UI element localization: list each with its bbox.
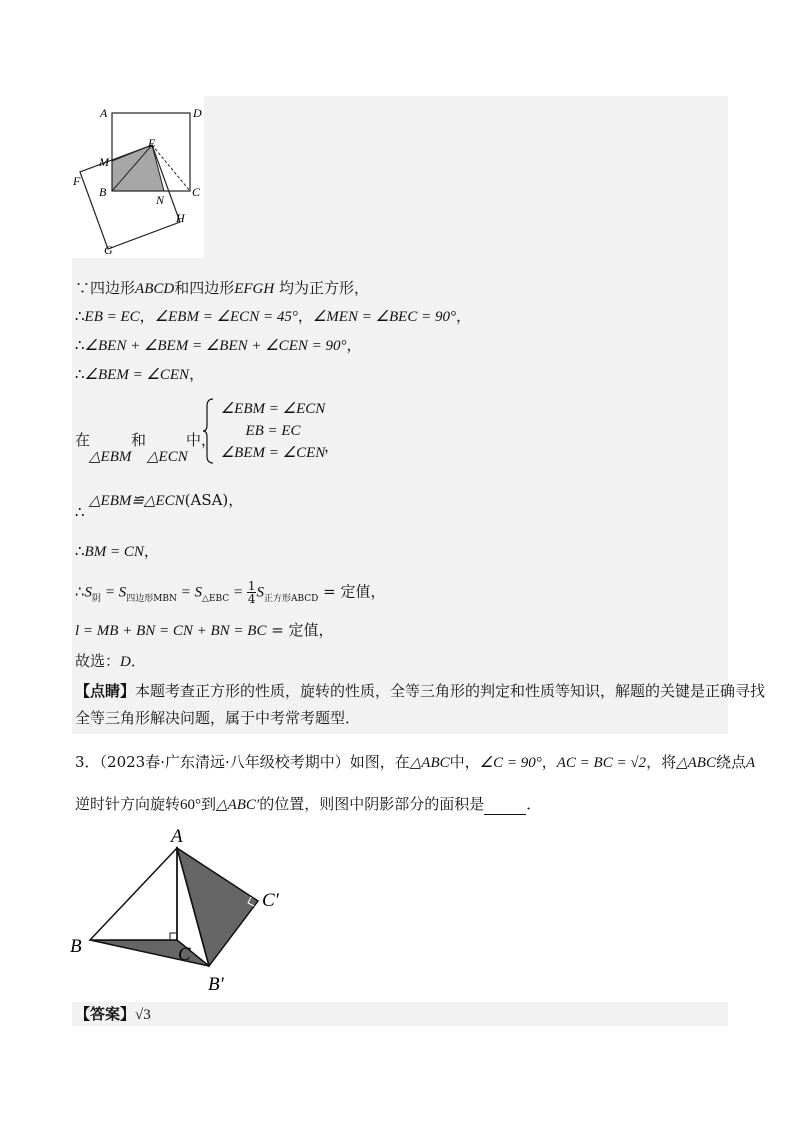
answer-blank: [484, 800, 526, 815]
solution-line-5-zhong: 中，: [186, 431, 217, 449]
solution-line-5-end: ，: [324, 437, 340, 455]
solution-line-3: ∴∠BEN + ∠BEM = ∠BEN + ∠CEN = 90°，: [75, 336, 362, 354]
fig2-label-b: B: [70, 936, 82, 957]
fig1-label-b: B: [99, 185, 107, 199]
answer-shade: [72, 1002, 728, 1026]
solution-line-5-he: 和: [131, 431, 147, 449]
equation-system: [214, 398, 332, 464]
solution-line-2: ∴EB = EC，∠EBM = ∠ECN = 45°，∠MEN = ∠BEC = 90°，: [75, 307, 471, 325]
system-row-2: EB = EC: [245, 423, 301, 439]
fig2-label-b-prime: B′: [208, 974, 224, 995]
fig1-label-e: E: [148, 136, 156, 150]
question-3-line-1: 3．（2023春·广东清远·八年级校考期中）如图，在△ABC中，∠C = 90°，AC = BC = √2，将△ABC绕点A: [75, 753, 756, 771]
fig1-label-m: M: [99, 155, 109, 169]
solution-line-6: △EBM≌△ECN(ASA)，: [89, 491, 244, 509]
solution-line-1: ∵四边形ABCD和四边形EFGH 均为正方形，: [75, 279, 370, 297]
comment-line-1: 【点睛】本题考查正方形的性质，旋转的性质，全等三角形的判定和性质等知识，解题的关键是正确寻找: [75, 682, 766, 700]
fig1-label-g: G: [104, 243, 113, 257]
fig1-label-a: A: [100, 106, 108, 120]
fig2-label-a: A: [171, 826, 183, 847]
solution-line-8: $\therefore S_阴 = S_{四边形MBN} = S_{\triangle EBC}$ = $\frac{1}{4}$ $S_{正方形ABCD}$ = 定值，: [75, 579, 386, 606]
figure-rotated-triangle: [66, 820, 306, 1000]
fig1-label-c: C: [192, 185, 201, 199]
shaded-region-left: [90, 940, 209, 966]
answer-line: 【答案】√3: [75, 1005, 151, 1023]
solution-line-7: ∴BM = CN，: [75, 542, 159, 560]
solution-line-10: 故选：D．: [75, 652, 146, 670]
fig2-label-c-prime: C′: [262, 890, 279, 911]
fig1-label-n: N: [156, 193, 165, 207]
question-3-line-2: 逆时针方向旋转60°到△ABC′的位置，则图中阴影部分的面积是 ．: [75, 795, 542, 813]
fig1-label-d: D: [193, 106, 202, 120]
system-row-1: ∠EBM = ∠ECN: [220, 401, 326, 417]
figure-squares: [72, 96, 204, 258]
fig1-label-h: H: [176, 211, 185, 225]
fig2-label-c: C: [178, 944, 191, 965]
solution-line-6-therefore: ∴: [75, 503, 85, 521]
solution-line-5-tri2: △ECN: [147, 449, 188, 465]
solution-line-5-tri1: △EBM: [89, 449, 132, 465]
system-row-3: ∠BEM = ∠CEN: [220, 445, 326, 461]
fraction: $\frac{1}{4}$: [247, 579, 256, 606]
solution-line-9: l = MB + BN = CN + BN = BC = 定值，: [75, 621, 334, 639]
solution-line-4: ∴∠BEM = ∠CEN，: [75, 365, 205, 383]
fig1-label-f: F: [73, 174, 81, 188]
comment-line-2: 全等三角形解决问题，属于中考常考题型．: [75, 709, 361, 727]
solution-line-5-zai: 在: [75, 431, 91, 449]
